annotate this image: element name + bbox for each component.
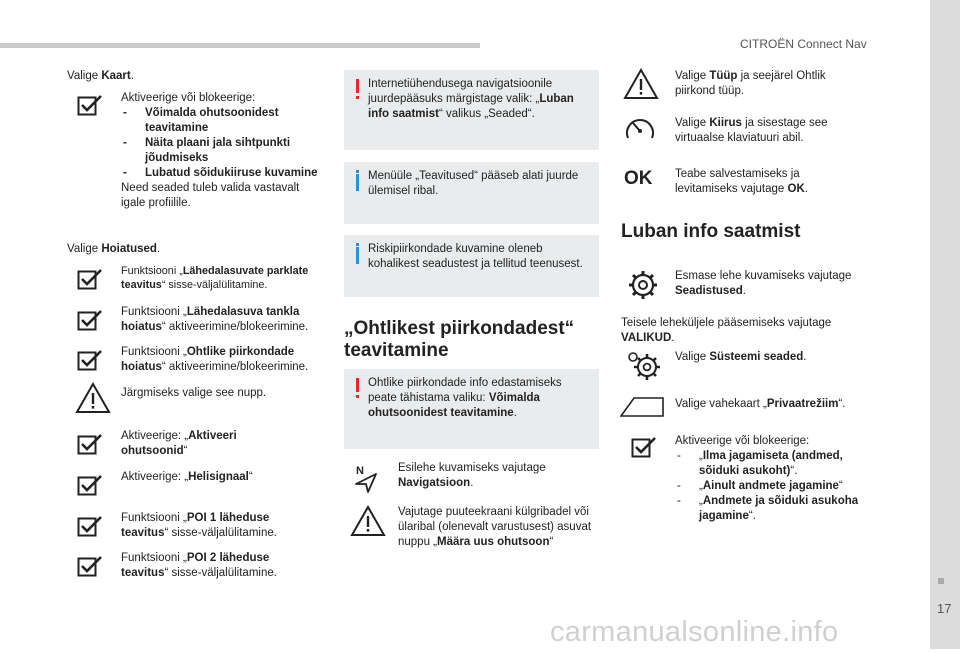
info-box-connected-nav: Internetiühendusega navigatsioonile juurdepääsuks märgistage valik: „Luban info saatmist“ valikus „Seaded“. [344, 70, 599, 150]
select-warnings-text: Valige Hoiatused. [67, 243, 161, 255]
section-heading-danger-zones: „Ohtlikest piirkondadest“ teavitamine [344, 318, 575, 361]
poi1-alert-text: Funktsiooni „POI 1 läheduse teavitus“ sisse-väljalülitamine. [121, 512, 277, 539]
options-text: Teisele leheküljele pääsemiseks vajutage VALIKUD. [621, 317, 832, 344]
select-map-text: Valige Kaart. [67, 70, 134, 82]
danger-zone-warning-text: Funktsiooni „Ohtlike piirkondade hoiatus“ aktiveerimine/blokeerimine. [121, 346, 309, 373]
warning-triangle-icon [623, 68, 659, 100]
privacy-options-block: Aktiveerige või blokeerige: - „Ilma jagamiseta (andmed, sõiduki asukoht)“. - „Ainult andmete jagamine“ - „Andmete ja sõiduki asukoha jagamine“. [675, 434, 875, 524]
system-settings-icon [627, 350, 663, 382]
page-side-tab [930, 0, 960, 649]
page-number: 17 [937, 601, 952, 616]
watermark: carmanualsonline.info [550, 616, 839, 648]
map-settings-block: Aktiveerige või blokeerige: - Võimalda ohutsoonidest teavitamine - Näita plaani jala sihtpunkti jõudmiseks - Lubatud sõidukiiruse kuvamine Need seaded tuleb valida vastavalt igale profiilile. [121, 91, 321, 211]
info-box-enable-zones: Ohtlike piirkondade info edastamiseks peate tähistama valiku: Võimalda ohutsoonidest teavitamine. [344, 369, 599, 449]
checkbox-checked-icon [77, 474, 105, 496]
exclamation-icon [356, 79, 359, 93]
settings-gear-icon [627, 269, 659, 301]
activate-zones-text: Aktiveerige: „Aktiveeri ohutsoonid“ [121, 430, 237, 457]
warning-triangle-icon [350, 505, 386, 537]
navigation-compass-icon [352, 462, 380, 494]
speed-select-text: Valige Kiirus ja sisestage see virtuaalse klaviatuuri abil. [675, 117, 828, 144]
ok-button-icon: OK [624, 168, 653, 189]
checkbox-checked-icon [77, 268, 105, 290]
exclamation-icon [356, 378, 359, 392]
end-marker [938, 578, 944, 584]
settings-text: Esmase lehe kuvamiseks vajutage Seadistused. [675, 270, 852, 297]
header-rule [0, 43, 480, 48]
speedometer-icon [623, 114, 657, 144]
save-ok-text: Teabe salvestamiseks ja levitamiseks vajutage OK. [675, 168, 808, 195]
info-icon [356, 247, 359, 264]
fuel-warning-text: Funktsiooni „Lähedalasuva tankla hoiatus“ aktiveerimine/blokeerimine. [121, 306, 309, 333]
checkbox-checked-icon [77, 94, 105, 116]
type-select-text: Valige Tüüp ja seejärel Ohtlik piirkond tüüp. [675, 70, 826, 97]
privacy-tab-text: Valige vahekaart „Privaatrežiim“. [675, 398, 846, 410]
warning-triangle-icon [75, 382, 111, 414]
checkbox-checked-icon [77, 309, 105, 331]
poi2-alert-text: Funktsiooni „POI 2 läheduse teavitus“ sisse-väljalülitamine. [121, 552, 277, 579]
info-box-notifications: Menüüle „Teavitused“ pääseb alati juurde ülemisel ribal. [344, 162, 599, 224]
tab-icon [620, 396, 664, 418]
navigation-text: Esilehe kuvamiseks vajutage Navigatsioon. [398, 462, 546, 489]
svg-text:N: N [356, 465, 364, 477]
section-heading-send-info: Luban info saatmist [621, 221, 801, 242]
checkbox-checked-icon [631, 436, 659, 458]
page-header: CITROËN Connect Nav [740, 37, 867, 51]
next-button-text: Järgmiseks valige see nupp. [121, 387, 267, 399]
info-icon [356, 174, 359, 191]
sound-signal-text: Aktiveerige: „Helisignaal“ [121, 471, 253, 483]
checkbox-checked-icon [77, 555, 105, 577]
new-zone-text: Vajutage puuteekraani külgribadel või ülaribal (olenevalt varustusest) asuvat nuppu „Määra uus ohutsoon“ [398, 506, 592, 548]
system-settings-text: Valige Süsteemi seaded. [675, 351, 807, 363]
checkbox-checked-icon [77, 515, 105, 537]
info-box-risk-zones: Riskipiirkondade kuvamine oleneb kohalikest seadustest ja tellitud teenusest. [344, 235, 599, 297]
checkbox-checked-icon [77, 349, 105, 371]
parking-warning-text: Funktsiooni „Lähedalasuvate parklate teavitus“ sisse-väljalülitamine. [121, 265, 309, 292]
checkbox-checked-icon [77, 433, 105, 455]
